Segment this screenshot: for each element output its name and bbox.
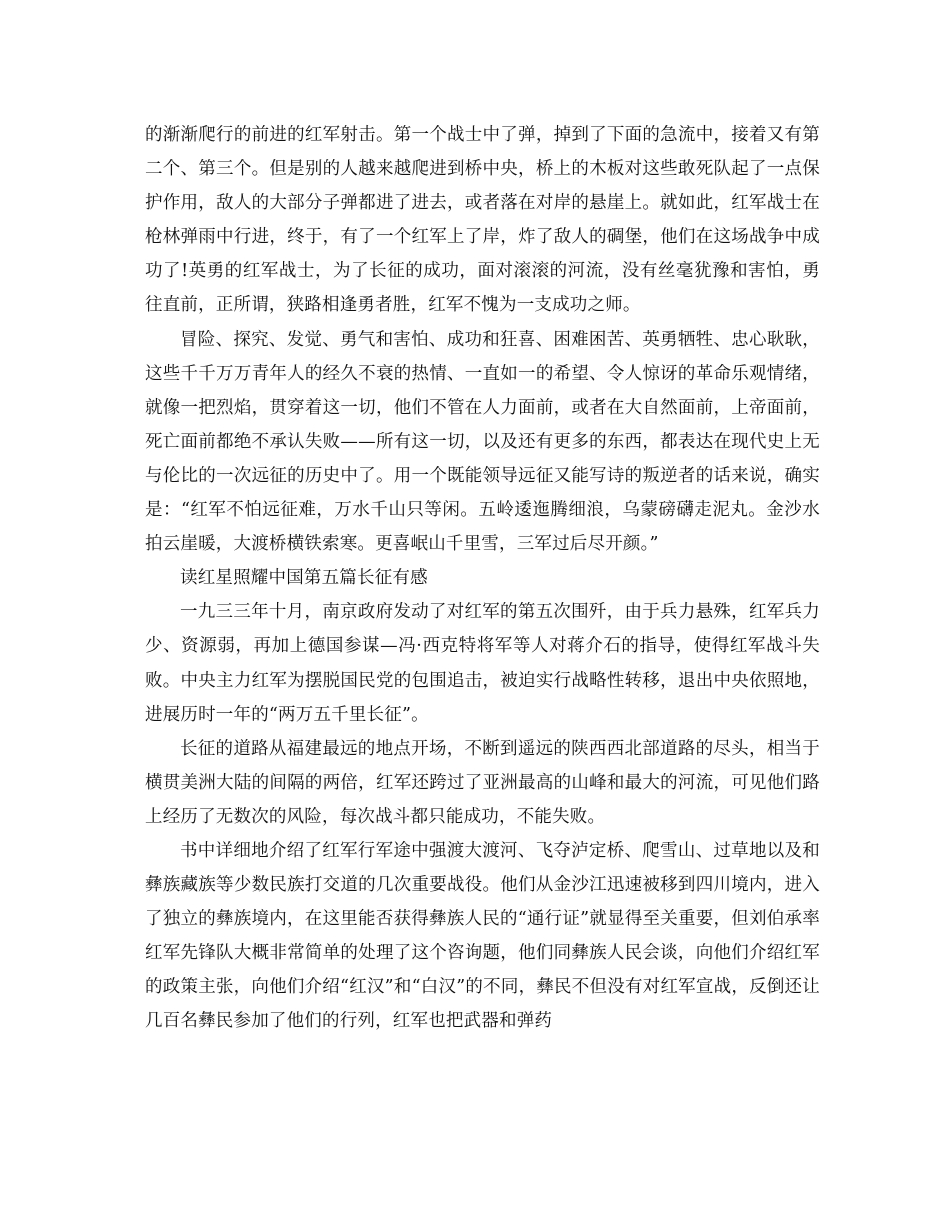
section-heading: 读红星照耀中国第五篇长征有感 — [180, 568, 428, 589]
paragraph-bridge-crossing: 的渐渐爬行的前进的红军射击。第一个战士中了弹，掉到了下面的急流中，接着又有第二个、第三个。但是别的人越来越爬进到桥中央，桥上的木板对这些敢死队起了一点保护作用，敌人的大部分子弹都进了进去，或者落在对岸的悬崖上。就如此，红军战士在枪林弹雨中行进，终于，有了一个红军上了岸，炸了敌人的碉堡，他们在这场战争中成功了!英勇的红军战士，为了长征的成功，面对滚滚的河流，没有丝毫犹豫和害怕，勇往直前，正所谓，狭路相逢勇者胜，红军不愧为一支成功之师。 — [145, 125, 820, 316]
paragraph-fifth-encirclement: 一九三三年十月，南京政府发动了对红军的第五次围歼，由于兵力悬殊，红军兵力少、资源弱，再加上德国参谋—冯·西克特将军等人对蒋介石的指导，使得红军战斗失败。中央主力红军为摆脱国民党的包围追击，被迫实行战略性转移，退出中央依照地，进展历时一年的“两万五千里长征”。 — [145, 602, 820, 725]
paragraph-long-march-spirit: 冒险、探究、发觉、勇气和害怕、成功和狂喜、困难困苦、英勇牺牲、忠心耿耿，这些千千万万青年人的经久不衰的热情、一直如一的希望、令人惊讶的革命乐观情绪，就像一把烈焰，贯穿着这一切，他们不管在人力面前，或者在大自然面前，上帝面前，死亡面前都绝不承认失败——所有这一切，以及还有更多的东西，都表达在现代史上无与伦比的一次远征的历史中了。用一个既能领导远征又能写诗的叛逆者的话来说，确实是：“红军不怕远征难，万水千山只等闲。五岭逶迤腾细浪，乌蒙磅礴走泥丸。金沙水拍云崖暖，大渡桥横铁索寒。更喜岷山千里雪，三军过后尽开颜。” — [145, 329, 820, 555]
document-body — [145, 118, 820, 1039]
paragraph-march-route: 长征的道路从福建最远的地点开场，不断到遥远的陕西西北部道路的尽头，相当于横贯美洲大陆的间隔的两倍，红军还跨过了亚洲最高的山峰和最大的河流，可见他们路上经历了无数次的风险，每次战斗都只能成功，不能失败。 — [145, 738, 820, 827]
paragraph-yi-region: 书中详细地介绍了红军行军途中强渡大渡河、飞夺泸定桥、爬雪山、过草地以及和彝族藏族等少数民族打交道的几次重要战役。他们从金沙江迅速被移到四川境内，进入了独立的彝族境内，在这里能否获得彝族人民的“通行证”就显得至关重要，但刘伯承率红军先锋队大概非常简单的处理了这个咨询题，他们同彝族人民会谈，向他们介绍红军的政策主张，向他们介绍“红汉”和“白汉”的不同，彝民不但没有对红军宣战，反倒还让几百名彝民参加了他们的行列，红军也把武器和弹药 — [145, 840, 820, 1032]
